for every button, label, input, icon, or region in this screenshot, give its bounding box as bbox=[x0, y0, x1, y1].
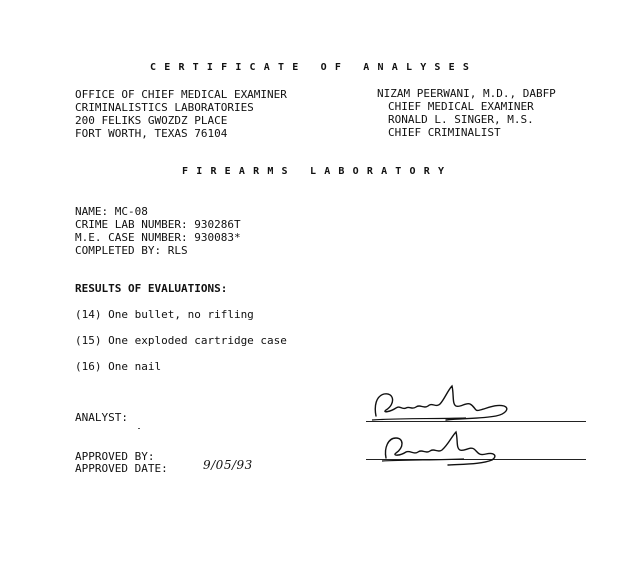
approver-signature bbox=[378, 428, 508, 470]
result-item: (14) One bullet, no rifling bbox=[75, 308, 254, 321]
crime-lab-number: CRIME LAB NUMBER: 930286T bbox=[75, 218, 241, 231]
office-line-4: FORT WORTH, TEXAS 76104 bbox=[75, 127, 228, 140]
me-case-number: M.E. CASE NUMBER: 930083* bbox=[75, 231, 241, 244]
analyst-signature bbox=[370, 382, 520, 426]
stray-mark bbox=[138, 428, 140, 429]
result-item: (15) One exploded cartridge case bbox=[75, 334, 287, 347]
lab-title: FIREARMS LABORATORY bbox=[182, 166, 453, 177]
official-line-4: CHIEF CRIMINALIST bbox=[388, 126, 501, 139]
analyst-label: ANALYST: bbox=[75, 411, 128, 424]
official-line-1: NIZAM PEERWANI, M.D., DABFP bbox=[377, 87, 556, 100]
approved-date-value: 9/05/93 bbox=[203, 458, 253, 472]
result-item: (16) One nail bbox=[75, 360, 162, 373]
certificate-title: CERTIFICATE OF ANALYSES bbox=[150, 62, 478, 73]
office-line-3: 200 FELIKS GWOZDZ PLACE bbox=[75, 114, 228, 127]
official-line-3: RONALD L. SINGER, M.S. bbox=[388, 113, 534, 126]
case-name: NAME: MC-08 bbox=[75, 205, 148, 218]
approved-date-label: APPROVED DATE: bbox=[75, 462, 168, 475]
office-line-2: CRIMINALISTICS LABORATORIES bbox=[75, 101, 254, 114]
approved-by-label: APPROVED BY: bbox=[75, 450, 155, 463]
completed-by: COMPLETED BY: RLS bbox=[75, 244, 188, 257]
official-line-2: CHIEF MEDICAL EXAMINER bbox=[388, 100, 534, 113]
office-line-1: OFFICE OF CHIEF MEDICAL EXAMINER bbox=[75, 88, 287, 101]
results-heading: RESULTS OF EVALUATIONS: bbox=[75, 282, 228, 295]
